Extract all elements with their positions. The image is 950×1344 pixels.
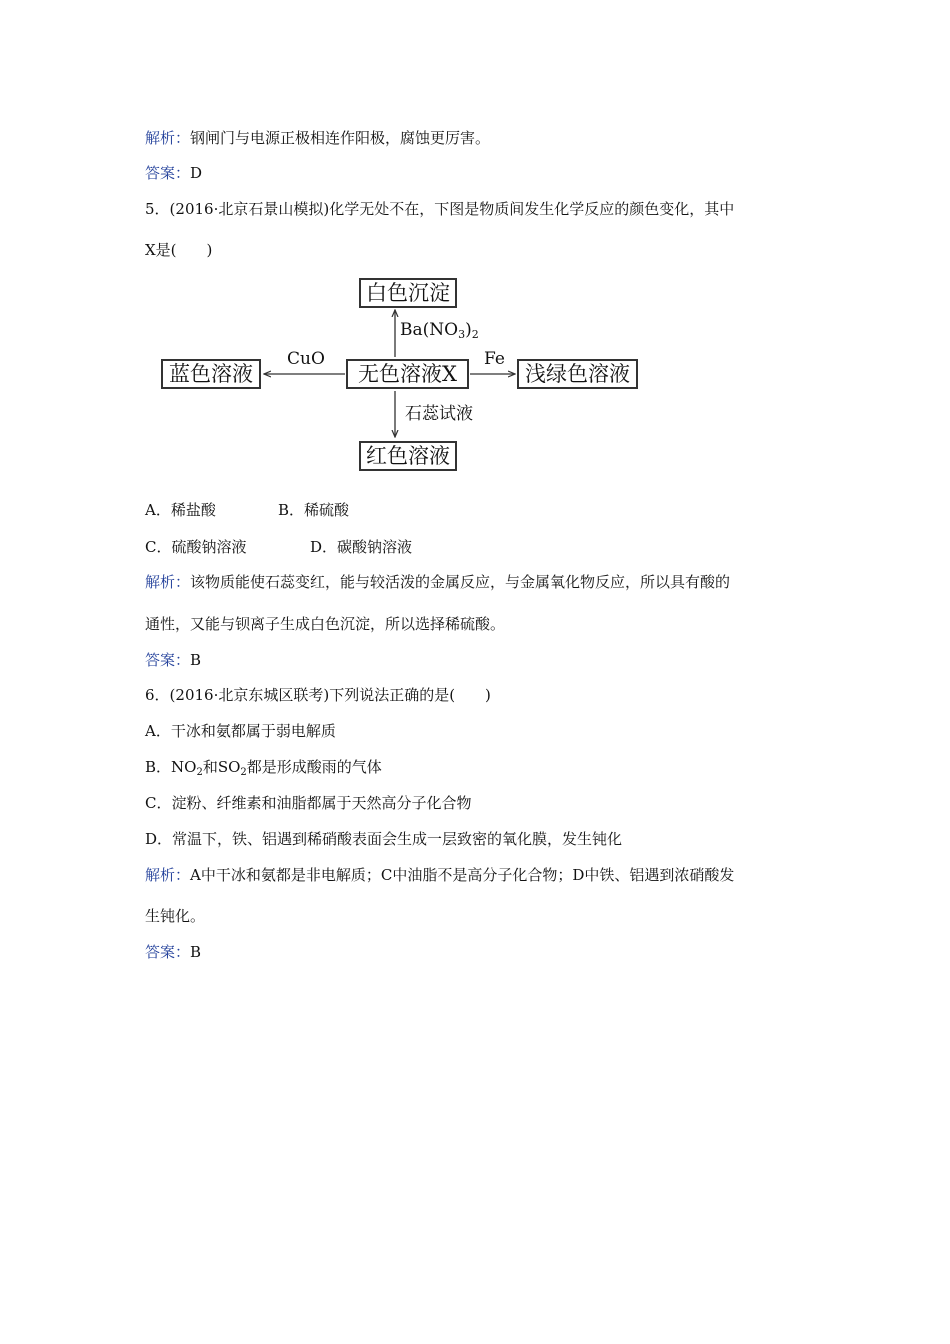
answer-value: B [190,943,202,961]
q5-option-c: C．硫酸钠溶液 [145,538,247,556]
q5-answer [145,650,201,670]
analysis-label: 解析： [145,129,191,147]
answer-value: B [190,651,202,669]
q5-stem-line1: 5．(2016·北京石景山模拟)化学无处不在，下图是物质间发生化学反应的颜色变化，其中 [145,200,735,218]
q6-option-a: A．干冰和氨都属于弱电解质 [145,722,336,740]
reagent-fe: Fe [484,349,505,369]
box-blue-solution: 蓝色溶液 [161,359,261,389]
q6-analysis-line2: 生钝化。 [145,907,206,925]
q5-option-a: A．稀盐酸 [145,501,216,519]
analysis-label: 解析： [145,866,191,884]
answer-label: 答案： [145,651,191,669]
q5-stem-line2: X是( ) [145,241,213,259]
analysis-text: 钢闸门与电源正极相连作阳极，腐蚀更厉害。 [190,129,491,147]
reagent-ba-no3-2: $Ba(NO_3)_2$ [400,320,479,341]
reagent-litmus: 石蕊试液 [405,404,473,424]
box-red-solution: 红色溶液 [359,441,457,471]
analysis-label: 解析： [145,573,191,591]
q6-analysis-line1: 解析：A中干冰和氨都是非电解质；C中油脂不是高分子化合物；D中铁、铝遇到浓硝酸发 [145,866,735,884]
q6-stem: 6．(2016·北京东城区联考)下列说法正确的是( ) [145,686,491,704]
box-colorless-solution-x: 无色溶液X [346,359,469,389]
answer-label: 答案： [145,164,191,182]
q6-answer [145,942,201,962]
q6-option-b: B．$NO_2$和$SO_2$都是形成酸雨的气体 [145,758,382,778]
answer-value: D [190,164,203,182]
q6-option-c: C．淀粉、纤维素和油脂都属于天然高分子化合物 [145,794,472,812]
reagent-cuo: CuO [287,349,325,369]
q5-option-b: B．稀硫酸 [278,501,350,519]
box-light-green-solution: 浅绿色溶液 [517,359,638,389]
box-white-precipitate: 白色沉淀 [359,278,457,308]
answer-label: 答案： [145,943,191,961]
q5-analysis-line1: 解析：该物质能使石蕊变红，能与较活泼的金属反应，与金属氧化物反应，所以具有酸的 [145,573,731,591]
q5-option-d: D．碳酸钠溶液 [310,538,413,556]
q6-option-d: D．常温下，铁、铝遇到稀硝酸表面会生成一层致密的氧化膜，发生钝化 [145,830,623,848]
q5-analysis-line2: 通性，又能与钡离子生成白色沉淀，所以选择稀硫酸。 [145,615,506,633]
